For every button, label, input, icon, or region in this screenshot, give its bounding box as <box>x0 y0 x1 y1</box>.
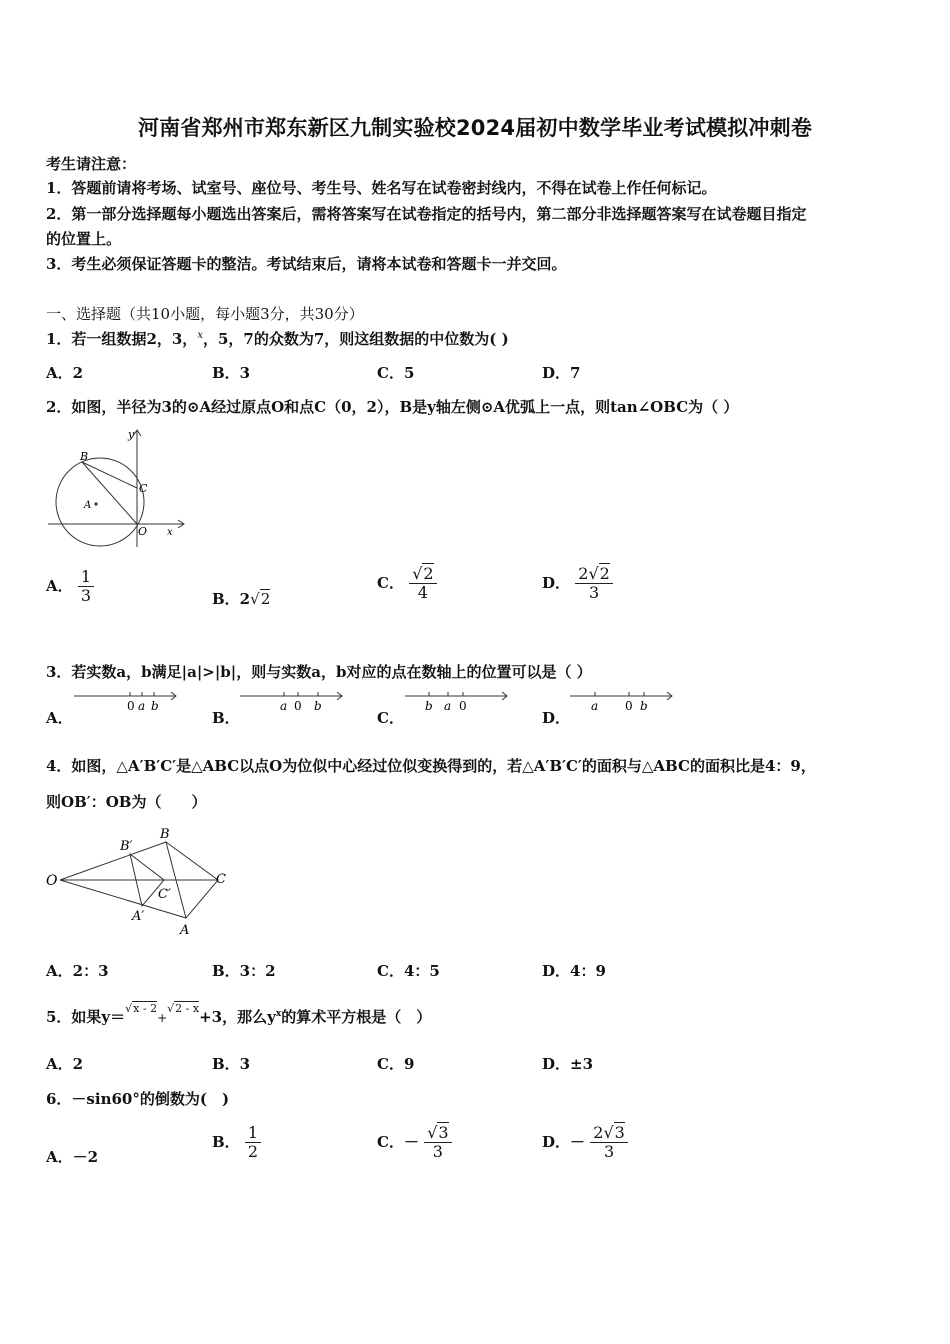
q1-text-a: 1．若一组数据2，3， <box>46 330 198 348</box>
q4-label-b: B <box>160 827 170 842</box>
q2-option-a-num: 1 <box>80 567 92 586</box>
q4-option-a: A．2：3 <box>46 962 109 980</box>
q4-label-c1: C′ <box>158 887 171 902</box>
q2-option-c: C． $\frac{√2}{4}$ <box>377 565 437 603</box>
q5-plus: + <box>157 1011 168 1025</box>
q3-b-tick-2: 0 <box>294 699 302 713</box>
q2-center-dot <box>94 502 97 505</box>
q2-segment-bc <box>82 462 137 488</box>
q4-figure <box>40 824 240 944</box>
q1-text-b: ，5，7的众数为7，则这组数据的中位数为( ) <box>202 330 509 348</box>
q1-var: x <box>197 330 203 341</box>
q2-option-c-den: 4 <box>409 583 436 602</box>
section-heading: 一、选择题（共10小题，每小题3分，共30分） <box>46 305 364 323</box>
q3-a-tick-1: 0 <box>127 699 135 713</box>
q3-b-tick-1: a <box>280 699 288 713</box>
q2-option-d-den: 3 <box>575 583 613 602</box>
q6-option-c-label: C．－ <box>377 1132 419 1151</box>
q6-option-d-den: 3 <box>590 1142 628 1161</box>
q2-label-o: O <box>138 525 148 538</box>
q6-option-c-rad: 3 <box>438 1123 449 1142</box>
q4-option-d: D．4：9 <box>542 962 606 980</box>
q6-option-c-den: 3 <box>424 1142 451 1161</box>
q6-option-c: C．－ $\frac{√3}{3}$ <box>377 1124 452 1162</box>
q5-text-c: 的算术平方根是（ ） <box>281 1008 432 1026</box>
q3-d-tick-3: b <box>640 699 648 713</box>
q3-a-tick-2: a <box>138 699 146 713</box>
q1-option-d: D．7 <box>542 364 581 382</box>
q5-option-d: D．±3 <box>542 1055 594 1073</box>
q4-label-o: O <box>46 873 58 889</box>
q2-option-b: B．2√2 <box>212 590 271 608</box>
q3-c-tick-1: b <box>425 699 433 713</box>
q6-option-b-num: 1 <box>247 1123 259 1142</box>
notice-item-2: 2．第一部分选择题每小题选出答案后，需将答案写在试卷指定的括号内，第二部分非选择题答案写在试卷题目指定 <box>46 205 807 223</box>
notice-heading: 考生请注意： <box>46 155 137 173</box>
notice-item-1: 1．答题前请将考场、试室号、座位号、考生号、姓名写在试卷密封线内，不得在试卷上作任何标记。 <box>46 179 717 197</box>
q4-line-ob <box>60 842 166 880</box>
q3-d-tick-1: a <box>591 699 599 713</box>
q4-label-c: C <box>216 872 226 887</box>
q2-segment-bo <box>82 462 137 524</box>
q2-circle <box>56 458 144 546</box>
q5-sup: x <box>275 1009 282 1019</box>
notice-item-3: 3．考生必须保证答题卡的整洁。考试结束后，请将本试卷和答题卡一并交回。 <box>46 255 567 273</box>
question-6: 6．－sin60°的倒数为( ) <box>46 1090 230 1108</box>
q3-option-d-label: D． <box>542 709 571 727</box>
q3-c-tick-2: a <box>444 699 452 713</box>
q2-option-c-num: 2 <box>423 564 434 583</box>
q5-rad1: x - 2 <box>133 1002 158 1015</box>
q2-label-c: C <box>139 482 148 495</box>
question-4-cont: 则OB′：OB为（ ） <box>46 793 207 811</box>
q2-option-d-label: D． <box>542 573 571 592</box>
q2-label-x: x <box>167 527 173 538</box>
q2-option-b-label: B．2 <box>212 590 251 608</box>
q5-option-c: C．9 <box>377 1055 415 1073</box>
q3-b-tick-3: b <box>314 699 322 713</box>
q6-option-a: A．－2 <box>46 1148 99 1166</box>
q4-label-a1: A′ <box>132 909 145 924</box>
q3-numberline-c <box>403 688 513 714</box>
q3-a-tick-3: b <box>151 699 159 713</box>
q3-d-tick-2: 0 <box>625 699 633 713</box>
notice-item-2-cont: 的位置上。 <box>46 230 122 248</box>
q5-text-a: 5．如果y＝ <box>46 1008 126 1026</box>
q6-option-b <box>212 1124 261 1162</box>
q1-option-c: C．5 <box>377 364 415 382</box>
q4-option-c: C．4：5 <box>377 962 440 980</box>
q2-label-a: A <box>84 500 92 511</box>
q2-option-a-den: 3 <box>78 586 94 605</box>
q6-option-d-coef: 2 <box>593 1123 604 1142</box>
q2-figure <box>44 422 194 552</box>
q2-option-d-rad: 2 <box>599 564 610 583</box>
q1-option-a: A．2 <box>46 364 84 382</box>
q6-option-d-rad: 3 <box>614 1123 625 1142</box>
question-4: 4．如图，△A′B′C′是△ABC以点O为位似中心经过位似变换得到的，若△A′B′C′的面积与△ABC的面积比是4：9， <box>46 757 816 775</box>
q6-option-b-den: 2 <box>245 1142 261 1161</box>
q4-label-b1: B′ <box>120 839 133 854</box>
q3-option-b-label: B． <box>212 709 240 727</box>
q4-label-a: A <box>180 923 190 938</box>
q3-numberline-d <box>568 688 678 714</box>
page-title: 河南省郑州市郑东新区九制实验校2024届初中数学毕业考试模拟冲刺卷 <box>137 116 813 140</box>
q2-option-d: D． $\frac{2√2}{3}$ <box>542 565 613 603</box>
q1-option-b: B．3 <box>212 364 251 382</box>
q5-rad2: 2 - x <box>175 1002 200 1015</box>
q6-option-d-label: D．－ <box>542 1132 586 1151</box>
q3-option-c-label: C． <box>377 709 404 727</box>
question-3: 3．若实数a，b满足|a|>|b|，则与实数a，b对应的点在数轴上的位置可以是（ ） <box>46 663 592 681</box>
q5-option-b: B．3 <box>212 1055 251 1073</box>
q2-label-y: y <box>128 428 135 441</box>
q5-option-a: A．2 <box>46 1055 84 1073</box>
q2-option-c-label: C． <box>377 573 404 592</box>
q5-text-b: +3，那么y <box>199 1008 276 1026</box>
q6-option-b-label: B． <box>212 1132 240 1151</box>
q3-c-tick-3: 0 <box>459 699 467 713</box>
question-2: 2．如图，半径为3的⊙A经过原点O和点C（0，2），B是y轴左侧⊙A优弧上一点，则tan∠OBC为（ ） <box>46 398 739 416</box>
q6-option-d: D．－ $\frac{2√3}{3}$ <box>542 1124 628 1162</box>
q3-option-a-label: A． <box>46 709 73 727</box>
q2-option-d-coef: 2 <box>578 564 589 583</box>
q4-option-b: B．3：2 <box>212 962 276 980</box>
question-1 <box>46 328 509 349</box>
q3-numberline-b <box>238 688 348 714</box>
q3-numberline-a <box>72 688 182 714</box>
q2-option-a-label: A． <box>46 576 73 595</box>
q2-label-b: B <box>80 450 89 463</box>
q2-option-b-rad: 2 <box>260 590 271 608</box>
q2-option-a <box>46 568 94 606</box>
question-5: 5．如果y＝$^{√x - 2}$+$^{√2 - x}$+3，那么$y^x$的算术平方根是（ ） <box>46 1002 432 1026</box>
